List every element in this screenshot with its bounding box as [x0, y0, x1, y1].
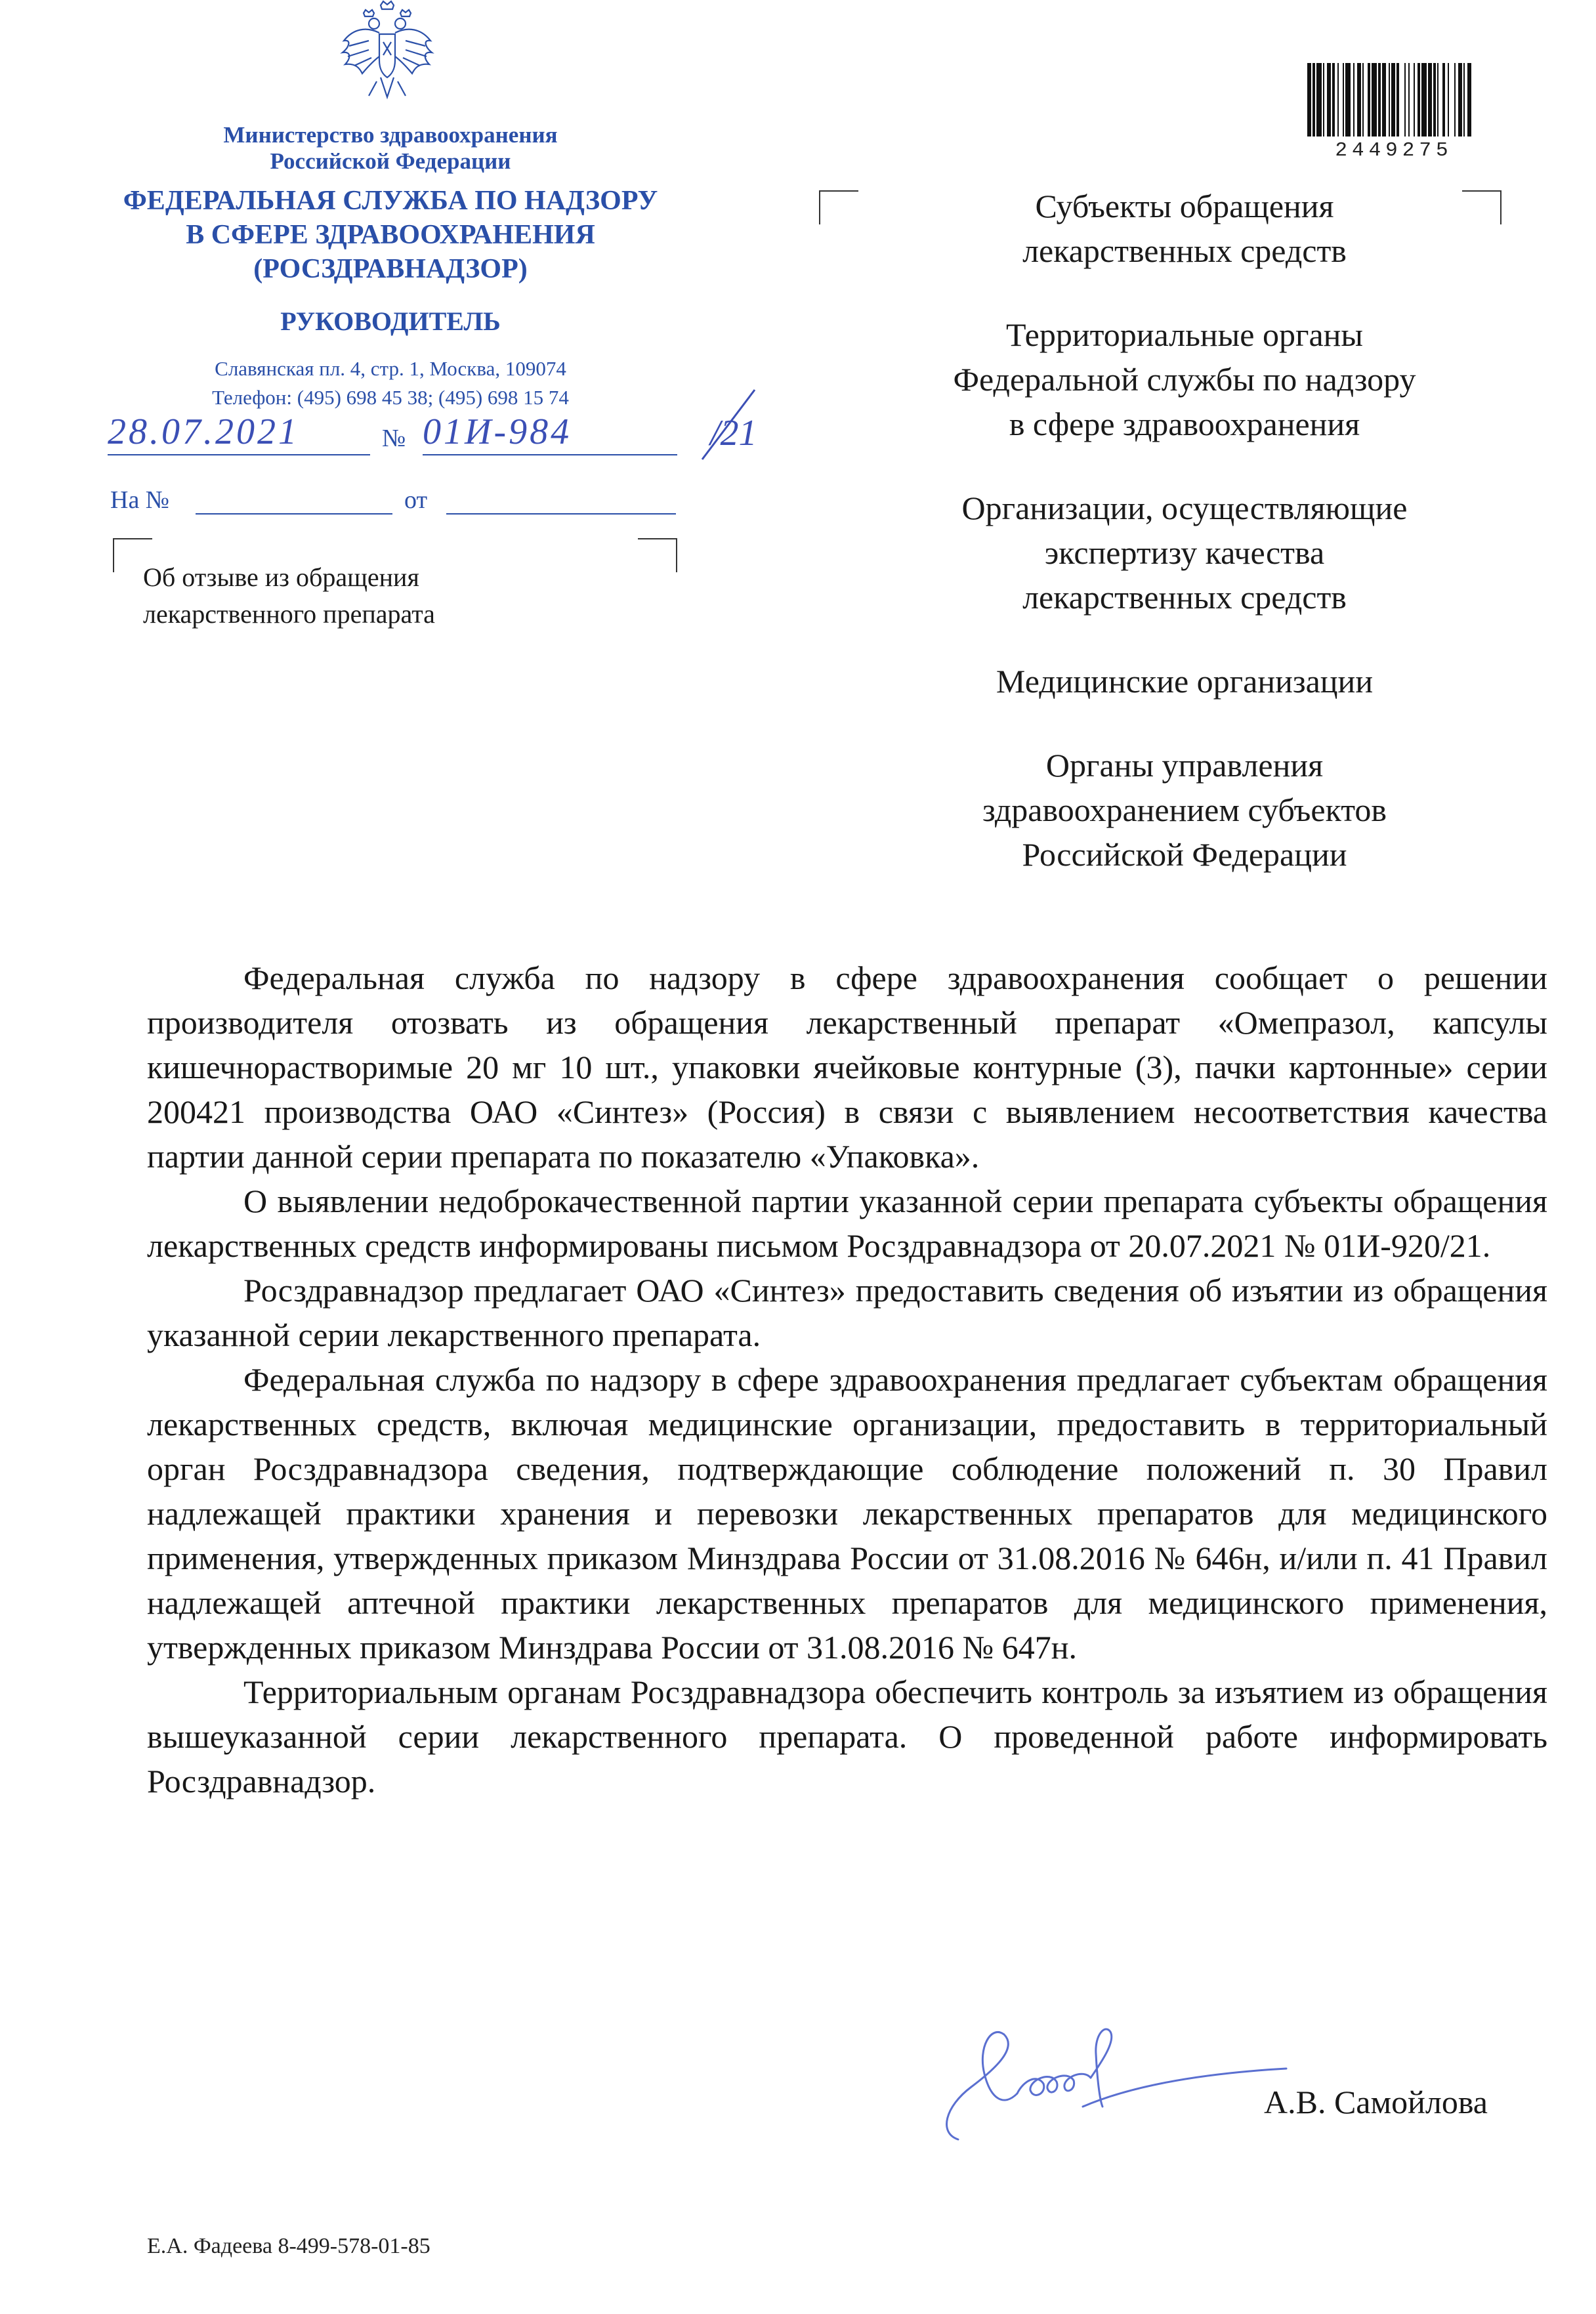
body-paragraph: Росздравнадзор предлагает ОАО «Синтез» предоставить сведения об изъятии из обращения указанной серии лекарственного препарата. — [147, 1272, 1547, 1353]
barcode-bar — [1418, 63, 1420, 137]
service-name-line2: В СФЕРЕ ЗДРАВООХРАНЕНИЯ — [186, 220, 595, 250]
body-paragraph: Территориальным органам Росздравнадзора обеспечить контроль за изъятием из обращения вышеуказанной серии лекарственного препарата. О проведенной работе информировать Росздравнадзор. — [147, 1673, 1547, 1799]
barcode-icon — [1306, 63, 1482, 140]
ministry-name-line1: Министерство здравоохранения — [223, 122, 558, 148]
number-underline — [423, 454, 677, 455]
barcode-bar — [1312, 63, 1315, 137]
service-address: Славянская пл. 4, стр. 1, Москва, 109074 — [215, 357, 566, 380]
service-phone: Телефон: (495) 698 45 38; (495) 698 15 74 — [212, 386, 569, 409]
barcode-bar — [1345, 63, 1351, 137]
handwritten-signature — [919, 2008, 1299, 2153]
recipient-item: Субъекты обращения лекарственных средств — [1022, 188, 1347, 269]
body-paragraph: О выявлении недоброкачественной партии указанной серии препарата субъекты обращения лекарственных средств информированы письмом Росздравнадзора от 20.07.2021 № 01И-920/21. — [147, 1183, 1547, 1264]
barcode-bar — [1428, 63, 1432, 137]
barcode-bar — [1437, 63, 1438, 137]
barcode-bar — [1408, 63, 1410, 137]
letter-subject — [143, 559, 435, 633]
head-title: РУКОВОДИТЕЛЬ — [280, 306, 501, 336]
barcode-bar — [1458, 63, 1462, 137]
service-name-line3: (РОСЗДРАВНАДЗОР) — [253, 254, 528, 284]
coat-of-arms-icon — [340, 0, 434, 105]
barcode-bar — [1343, 63, 1344, 137]
date-underline — [108, 454, 370, 455]
barcode-bar — [1414, 63, 1415, 137]
barcode-bar — [1391, 63, 1395, 137]
barcode-bar — [1396, 63, 1399, 137]
letter-body — [147, 956, 1547, 1803]
barcode-bar — [1316, 63, 1322, 137]
subject-line1: Об отзыве из обращения — [143, 562, 419, 592]
barcode-bar — [1378, 63, 1381, 137]
barcode-bar — [1372, 63, 1377, 137]
registration-number-suffix: /21 — [710, 413, 757, 453]
recipients-block — [873, 184, 1496, 916]
barcode-bar — [1454, 63, 1456, 137]
registration-number: 01И-984 — [423, 411, 572, 452]
barcode-bar — [1404, 63, 1406, 137]
barcode-bar — [1368, 63, 1370, 137]
reply-to-number-label: На № — [110, 486, 170, 514]
barcode-bar — [1467, 63, 1471, 137]
barcode-bar — [1433, 63, 1436, 137]
barcode-bar — [1357, 63, 1361, 137]
recipients-corner-left — [819, 190, 858, 224]
barcode-bar — [1382, 63, 1386, 137]
barcode-number: 2449275 — [1335, 139, 1453, 162]
reply-from-label: от — [404, 486, 428, 514]
reply-date-line — [446, 513, 676, 515]
recipient-item: Организации, осуществляющие экспертизу качества лекарственных средств — [961, 490, 1408, 616]
barcode-bar — [1389, 63, 1390, 137]
body-paragraph: Федеральная служба по надзору в сфере здравоохранения сообщает о решении производителя отозвать из обращения лекарственный препарат «Омепразол, капсулы кишечнорастворимые 20 мг 10 шт., упаковки ячейковые контурные (3), пачки картонные» серии 200421 производства ОАО «Синтез» (Россия) в связи с выявлением несоответствия качества партии данной серии препарата по показателю «Упаковка». — [147, 959, 1547, 1175]
registration-number-label: № — [382, 425, 406, 452]
ministry-name-line2: Российской Федерации — [270, 148, 511, 174]
signer-name: А.В. Самойлова — [1264, 2084, 1488, 2120]
service-name-line1: ФЕДЕРАЛЬНАЯ СЛУЖБА ПО НАДЗОРУ — [123, 186, 658, 216]
registration-date: 28.07.2021 — [108, 411, 299, 452]
barcode-bar — [1337, 63, 1339, 137]
barcode-bar — [1307, 63, 1311, 137]
barcode-bar — [1362, 63, 1364, 137]
barcode-bar — [1442, 63, 1445, 137]
recipient-item: Территориальные органы Федеральной службы по надзору в сфере здравоохранения — [953, 316, 1416, 442]
barcode-bar — [1448, 63, 1449, 137]
subject-corner-right — [638, 538, 677, 572]
barcode-bar — [1421, 63, 1427, 137]
subject-line2: лекарственного препарата — [143, 599, 435, 629]
recipient-item: Медицинские организации — [996, 663, 1374, 700]
barcode-bar — [1327, 63, 1331, 137]
barcode-bar — [1463, 63, 1465, 137]
reply-number-line — [196, 513, 392, 515]
barcode-bar — [1353, 63, 1354, 137]
recipient-item: Органы управления здравоохранением субъектов Российской Федерации — [982, 747, 1387, 873]
barcode-bar — [1332, 63, 1335, 137]
barcode-bar — [1323, 63, 1324, 137]
body-paragraph: Федеральная служба по надзору в сфере здравоохранения предлагает субъектам обращения лекарственных средств, включая медицинские организации, предоставить в территориальный орган Росздравнадзора сведения, подтверждающие соблюдение положений п. 30 Правил надлежащей практики хранения и перевозки лекарственных препаратов для медицинского применения, утвержденных приказом Минздрава России от 31.08.2016 № 646н, и/или п. 41 Правил надлежащей аптечной практики лекарственных препаратов для медицинского применения, утвержденных приказом Минздрава России от 31.08.2016 № 647н. — [147, 1361, 1547, 1666]
executor-contact: Е.А. Фадеева 8-499-578-01-85 — [147, 2234, 430, 2258]
